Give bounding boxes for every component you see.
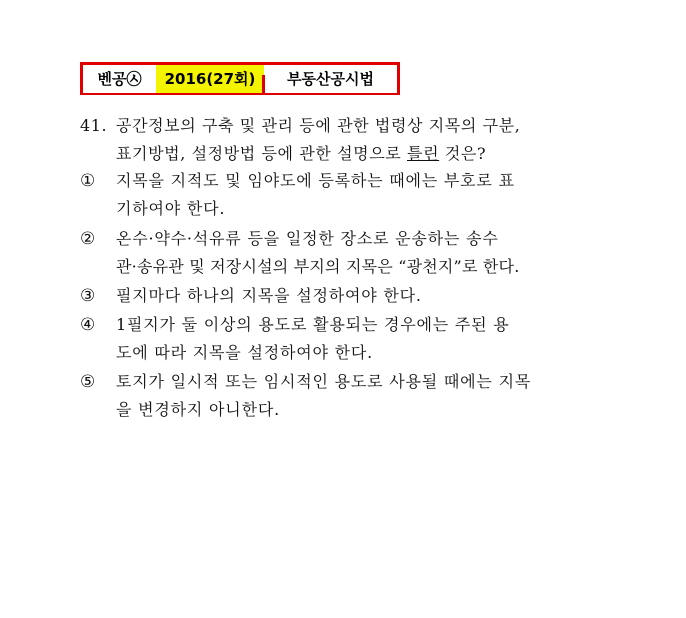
option-2[interactable] [80, 225, 600, 281]
option-1-text-2: 기하여야 한다. [116, 199, 226, 218]
option-4-text-1: 1필지가 둘 이상의 용도로 활용되는 경우에는 주된 용 [116, 315, 510, 334]
topic-label: 부동산공시법 [264, 62, 400, 93]
question-text-1: 공간정보의 구축 및 관리 등에 관한 법령상 지목의 구분, [116, 116, 521, 135]
option-5-text-1: 토지가 일시적 또는 임시적인 용도로 사용될 때에는 지목 [116, 372, 532, 391]
question-text-2b: 것은? [439, 144, 487, 163]
question-line-2 [80, 140, 600, 168]
option-3-marker: ③ [80, 286, 97, 306]
exam-header [80, 62, 400, 95]
option-5[interactable] [80, 368, 600, 424]
option-3[interactable] [80, 282, 600, 310]
option-4[interactable] [80, 311, 600, 367]
option-3-text-1: 필지마다 하나의 지목을 설정하여야 한다. [116, 286, 422, 305]
subject-label: 벤공㉦ [80, 62, 156, 93]
option-2-text-2: 관·송유관 및 저장시설의 부지의 지목은 “광천지”로 한다. [116, 257, 520, 276]
option-5-marker: ⑤ [80, 372, 97, 392]
option-2-marker: ② [80, 229, 97, 249]
option-1-marker: ① [80, 171, 97, 191]
question-emphasis: 틀린 [407, 144, 440, 163]
question-line-1 [80, 112, 600, 140]
question-text-2a: 표기방법, 설정방법 등에 관한 설명으로 [116, 144, 408, 163]
exam-year-label: 2016(27회) [156, 62, 264, 93]
option-4-text-2: 도에 따라 지목을 설정하여야 한다. [116, 343, 374, 362]
option-1[interactable] [80, 167, 600, 223]
question-stem [80, 112, 600, 168]
option-1-text-1: 지목을 지적도 및 임야도에 등록하는 때에는 부호로 표 [116, 171, 515, 190]
option-2-text-1: 온수·약수·석유류 등을 일정한 장소로 운송하는 송수 [116, 229, 499, 248]
option-5-text-2: 을 변경하지 아니한다. [116, 400, 280, 419]
question-number: 41. [80, 116, 108, 135]
option-4-marker: ④ [80, 315, 97, 335]
